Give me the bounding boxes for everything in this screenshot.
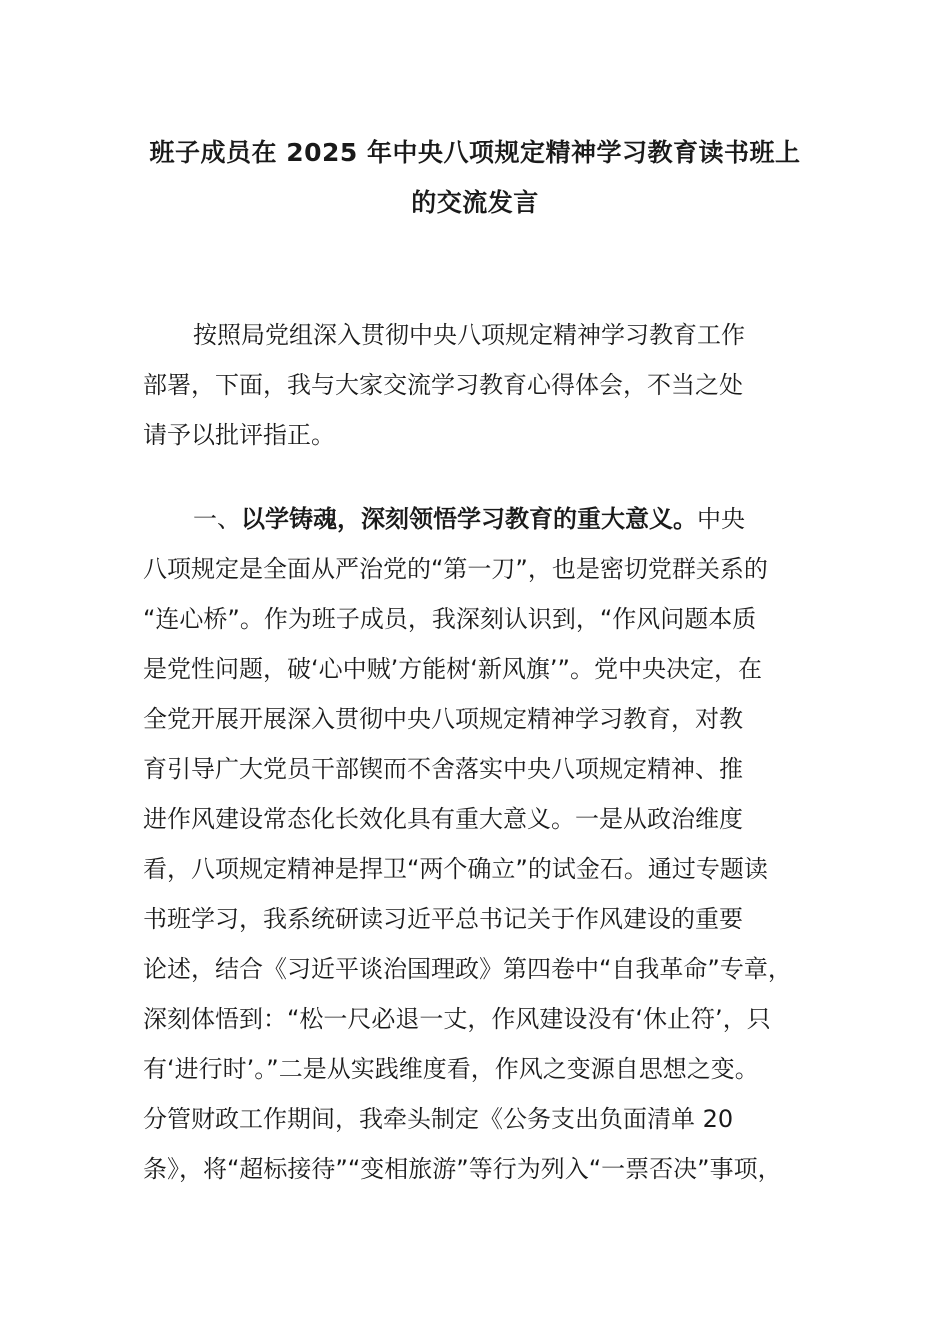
section-1-line: 深刻体悟到：“松一尺必退一丈，作风建设没有‘休止符’，只 bbox=[143, 1005, 771, 1033]
intro-paragraph bbox=[143, 310, 823, 460]
section-1-line: 是党性问题，破‘心中贼’方能树‘新风旗’”。党中央决定，在 bbox=[143, 655, 762, 683]
section-1-line: 书班学习，我系统研读习近平总书记关于作风建设的重要 bbox=[143, 905, 743, 933]
title-line-1: 班子成员在 2025 年中央八项规定精神学习教育读书班上 bbox=[149, 138, 801, 167]
section-1-line: 八项规定是全面从严治党的“第一刀”，也是密切党群关系的 bbox=[143, 555, 768, 583]
intro-line: 请予以批评指正。 bbox=[143, 421, 335, 449]
document-title bbox=[120, 128, 830, 228]
section-1-line: 分管财政工作期间，我牵头制定《公务支出负面清单 20 bbox=[143, 1105, 734, 1133]
section-1-line: 条》，将“超标接待”“变相旅游”等行为列入“一票否决”事项， bbox=[143, 1155, 782, 1183]
section-1-line: 看，八项规定精神是捍卫“两个确立”的试金石。通过专题读 bbox=[143, 855, 768, 883]
intro-line: 按照局党组深入贯彻中央八项规定精神学习教育工作 bbox=[193, 321, 745, 349]
section-1-line: 有‘进行时’。”二是从实践维度看，作风之变源自思想之变。 bbox=[143, 1055, 759, 1083]
title-line-2: 的交流发言 bbox=[411, 188, 539, 217]
section-1-first-line bbox=[143, 494, 823, 544]
section-1-prefix: 一、 bbox=[193, 505, 241, 533]
section-1-line: “连心桥”。作为班子成员，我深刻认识到，“作风问题本质 bbox=[143, 605, 757, 633]
section-1-line: 全党开展开展深入贯彻中央八项规定精神学习教育，对教 bbox=[143, 705, 743, 733]
intro-line: 部署，下面，我与大家交流学习教育心得体会，不当之处 bbox=[143, 371, 743, 399]
section-1-heading: 以学铸魂，深刻领悟学习教育的重大意义。 bbox=[241, 505, 697, 533]
section-1-line: 进作风建设常态化长效化具有重大意义。一是从政治维度 bbox=[143, 805, 743, 833]
section-1-first-line-tail: 中央 bbox=[697, 505, 745, 533]
document-body bbox=[143, 310, 823, 1194]
section-1-line: 育引导广大党员干部锲而不舍落实中央八项规定精神、推 bbox=[143, 755, 743, 783]
section-1-line: 论述，结合《习近平谈治国理政》第四卷中“自我革命”专章， bbox=[143, 955, 792, 983]
section-1-paragraph bbox=[143, 494, 823, 1194]
